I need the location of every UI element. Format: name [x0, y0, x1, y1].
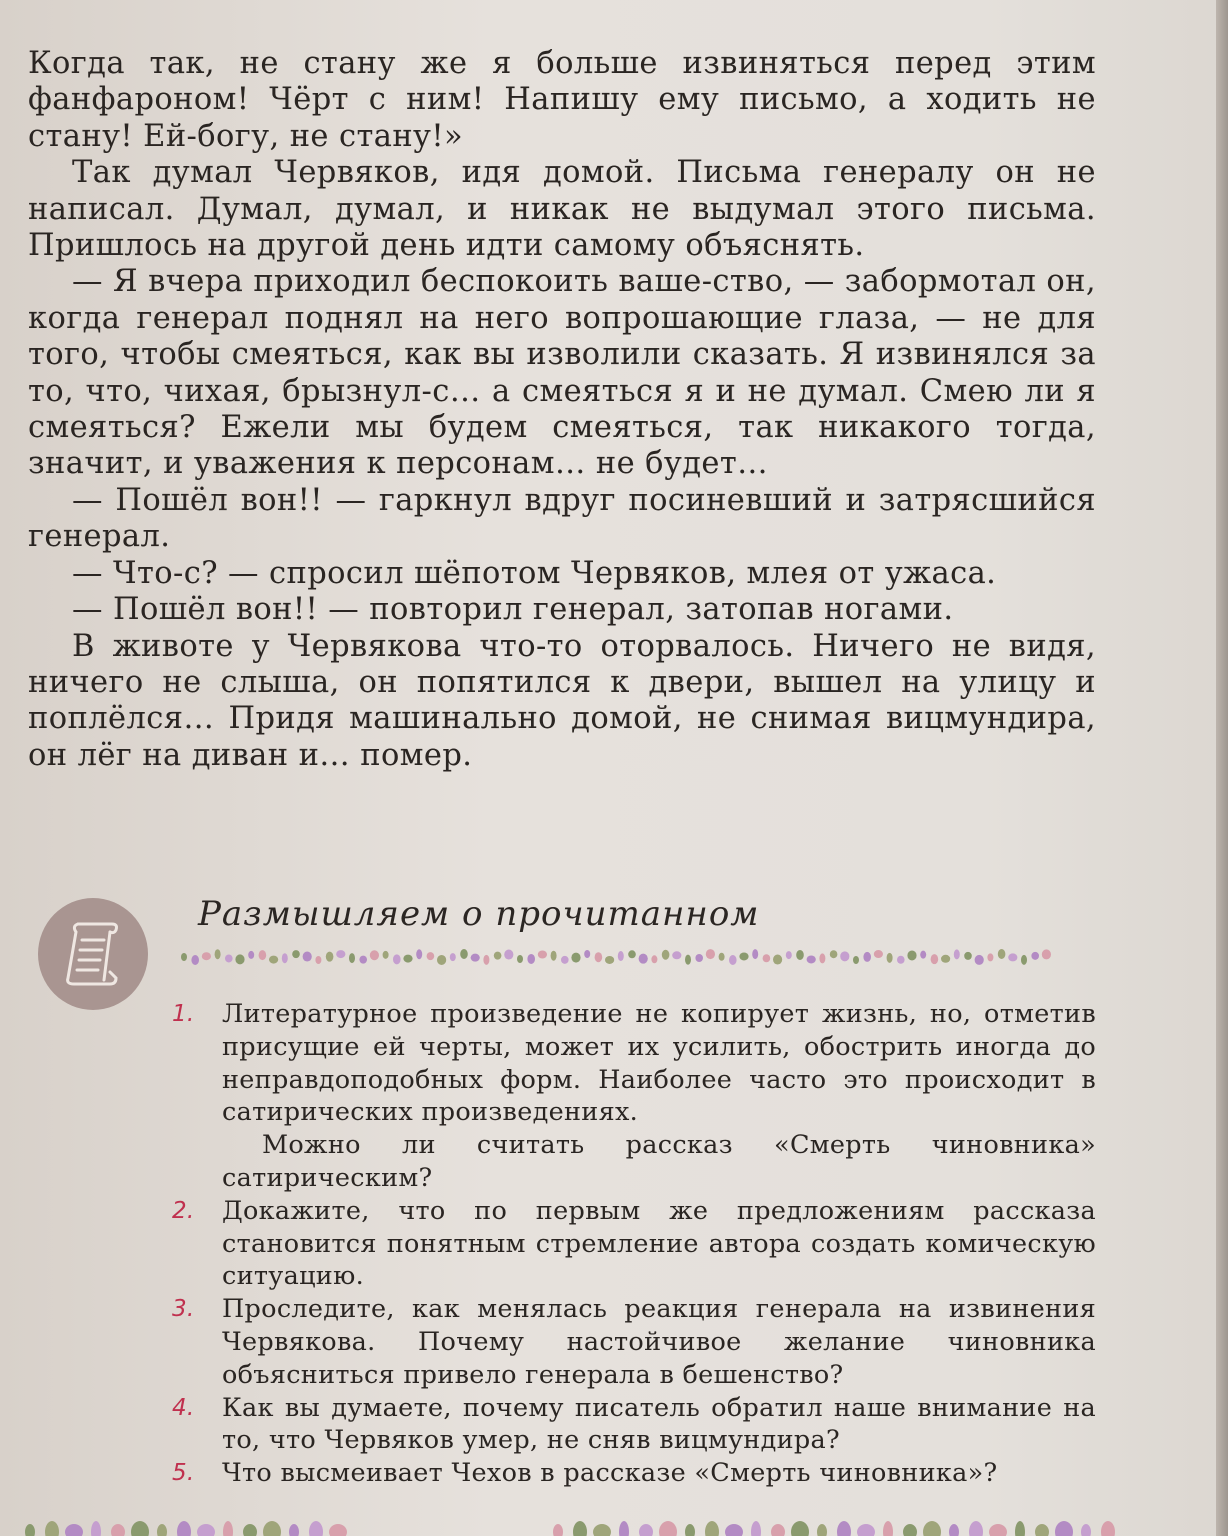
- page-edge: [1216, 0, 1228, 1536]
- scroll-icon: [60, 918, 126, 990]
- question-number: 4.: [172, 1394, 195, 1421]
- question-item: [172, 1457, 1096, 1490]
- section-title: Размышляем о прочитанном: [198, 894, 760, 934]
- question-number: 5.: [172, 1460, 195, 1487]
- story-paragraph: — Я вчера приходил беспокоить ваше-ство, — забормотал он, когда генерал поднял на него вопрошающие глаза, — не для того, чтобы смеяться, как вы изволили сказать. Я извинялся за то, что, чихая, брызнул-с… а смеяться я и не думал. Смею ли я смеяться? Ежели мы будем смеяться, так никакого тогда, значит, и уважения к персонам… не будет…: [28, 264, 1096, 482]
- question-item: [172, 1195, 1096, 1293]
- question-item: [172, 1293, 1096, 1391]
- story-paragraph: Когда так, не стану же я больше извиняться перед этим фанфароном! Чёрт с ним! Напишу ему письмо, а ходить не стану! Ей-богу, не стану!»: [28, 46, 1096, 154]
- question-number: 2.: [172, 1197, 195, 1224]
- question-text: Что высмеивает Чехов в рассказе «Смерть чиновника»?: [222, 1458, 998, 1489]
- question-text: Докажите, что по первым же предложениям рассказа становится понятным стремление автора создать комическую ситуацию.: [222, 1195, 1096, 1292]
- bottom-decorative-dots: [0, 1510, 1218, 1536]
- question-number: 1.: [172, 1001, 195, 1027]
- story-paragraph: В животе у Червякова что-то оторвалось. Ничего не видя, ничего не слыша, он попятился к двери, вышел на улицу и поплёлся… Придя машинально домой, не снимая вицмундира, он лёг на диван и… помер.: [28, 628, 1096, 773]
- question-item: [172, 998, 1096, 1195]
- question-subtext: Можно ли считать рассказ «Смерть чиновника» сатирическим?: [222, 1130, 1096, 1193]
- story-paragraph: — Что-с? — спросил шёпотом Червяков, млея от ужаса.: [72, 555, 997, 591]
- story-paragraph: — Пошёл вон!! — повторил генерал, затопав ногами.: [72, 592, 954, 628]
- questions-list: [172, 998, 1096, 1490]
- question-text: Как вы думаете, почему писатель обратил наше внимание на то, что Червяков умер, не сняв вицмундира?: [222, 1392, 1096, 1456]
- decorative-dots: [178, 946, 1058, 968]
- story-text: [28, 46, 1096, 774]
- section-badge: [38, 898, 148, 1010]
- story-paragraph: Так думал Червяков, идя домой. Письма генералу он не написал. Думал, думал, и никак не выдумал этого письма. Пришлось на другой день идти самому объяснять.: [28, 155, 1096, 264]
- question-text: Проследите, как менялась реакция генерала на извинения Червякова. Почему настойчивое желание чиновника объясниться привело генерала в бешенство?: [222, 1294, 1096, 1390]
- question-item: [172, 1392, 1096, 1458]
- question-text: Литературное произведение не копирует жизнь, но, отметив присущие ей черты, может их усилить, обострить иногда до неправдоподобных форм. Наиболее часто это происходит в сатирических произведениях.: [222, 999, 1096, 1128]
- question-number: 3.: [172, 1296, 195, 1323]
- story-paragraph: — Пошёл вон!! — гаркнул вдруг посиневший и затрясшийся генерал.: [28, 482, 1096, 555]
